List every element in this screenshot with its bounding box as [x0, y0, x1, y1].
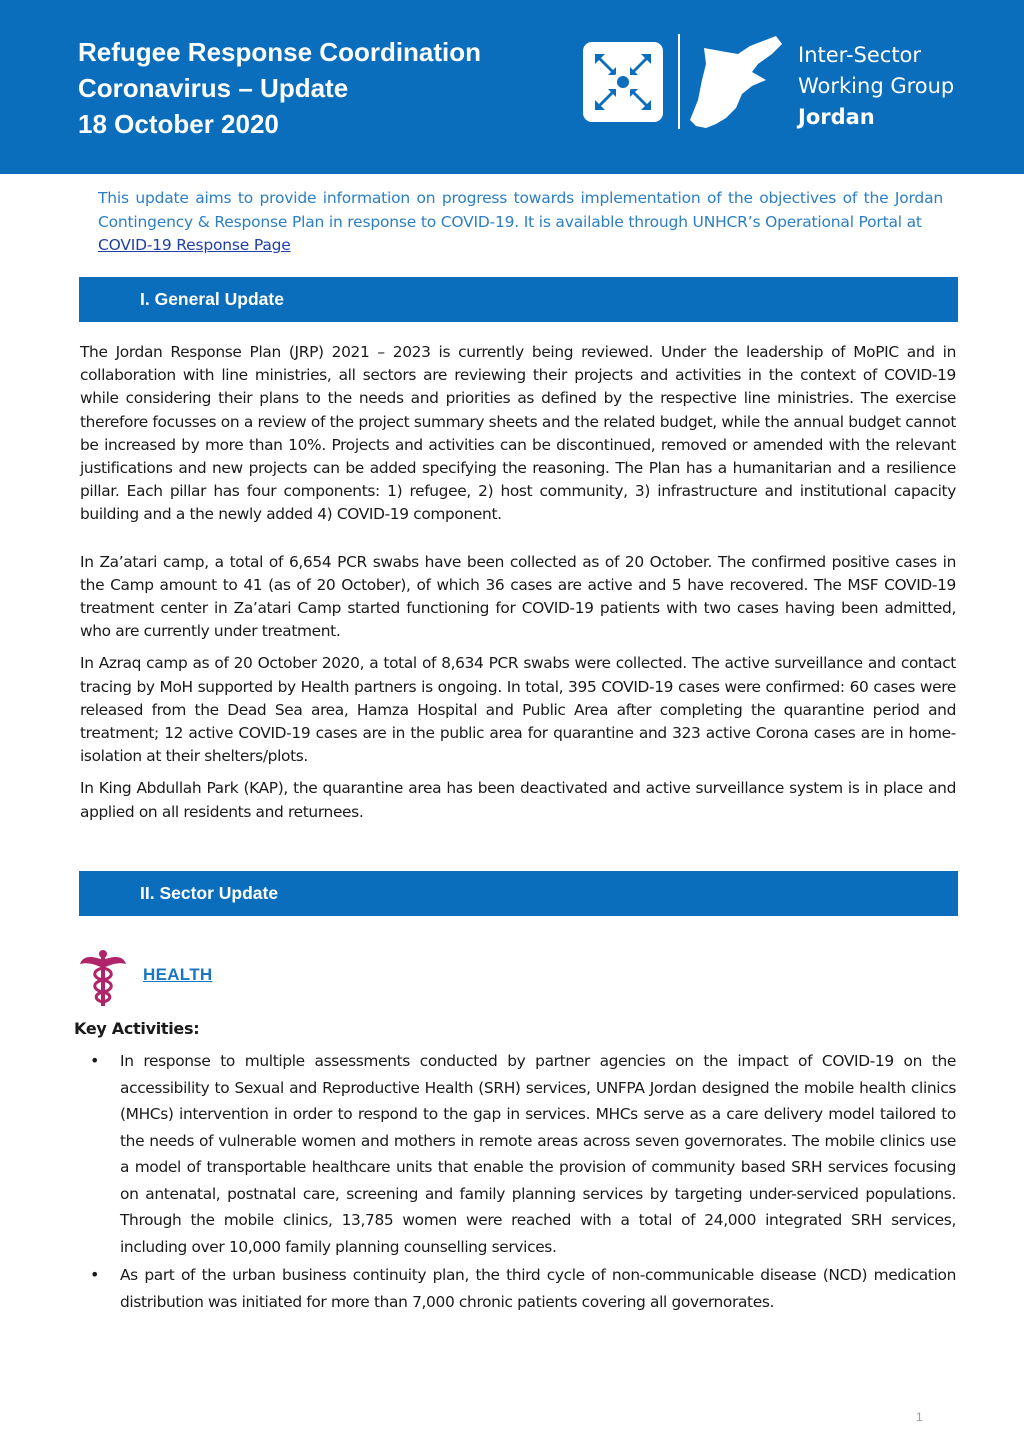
paragraph-jrp: The Jordan Response Plan (JRP) 2021 – 2023 is currently being reviewed. Under the leadership of MoPIC and in collaboration with line ministries, all sectors are reviewing their projects and activities in the context of COVID-19 while considering their plans to the needs and priorities as defined by the respective line ministries. The exercise therefore focusses on a review of the project summary sheets and the related budget, while the annual budget cannot be increased by more than 10%. Projects and activities can be discontinued, removed or amended with the relevant justifications and new projects can be added specifying the reasoning. The Plan has a humanitarian and a resilience pillar. Each pillar has four components: 1) refugee, 2) host community, 3) infrastructure and institutional capacity building and a the newly added 4) COVID-19 component. [80, 343, 956, 524]
general-update-body [80, 341, 956, 833]
org-line-1: Inter-Sector [798, 43, 922, 67]
caduceus-icon [78, 950, 128, 1008]
document-title [78, 34, 481, 142]
arrows-converge-icon [583, 42, 663, 122]
covid-response-page-link[interactable]: COVID-19 Response Page [98, 236, 291, 254]
paragraph-kap: In King Abdullah Park (KAP), the quarantine area has been deactivated and active surveillance system is in place and applied on all residents and returnees. [80, 779, 956, 821]
header-banner [0, 0, 1024, 174]
title-line-2: Coronavirus – Update [78, 73, 349, 103]
page-number: 1 [916, 1410, 923, 1424]
health-link[interactable]: HEALTH [143, 965, 213, 984]
paragraph-azraq: In Azraq camp as of 20 October 2020, a total of 8,634 PCR swabs were collected. The active surveillance and contact tracing by MoH supported by Health partners is ongoing. In total, 395 COVID-19 cases were confirmed: 60 cases were released from the Dead Sea area, Hamza Hospital and Public Area after completing the quarantine period and treatment; 12 active COVID-19 cases are in the public area for quarantine and 323 active Corona cases are in home-isolation at their shelters/plots. [80, 654, 956, 766]
title-line-3: 18 October 2020 [78, 109, 279, 139]
list-item: • In response to multiple assessments conducted by partner agencies on the impact of COVID-19 on the accessibility to Sexual and Reproductive Health (SRH) services, UNFPA Jordan designed the mobile health clinics (MHCs) intervention in order to respond to the gap in services. MHCs serve as a care delivery model tailored to the needs of vulnerable women and mothers in remote areas across seven governorates. The mobile clinics use a model of transportable healthcare units that enable the provision of community based SRH services focusing on antenatal, postnatal care, screening and family planning services by targeting under-serviced populations. Through the mobile clinics, 13,785 women were reached with a total of 24,000 integrated SRH services, including over 10,000 family planning counselling services. [120, 1048, 956, 1260]
logo-divider [678, 34, 680, 129]
jordan-map-icon [686, 34, 786, 130]
intro-text: This update aims to provide information on progress towards implementation of the objectives of the Jordan Contingency & Response Plan in response to COVID-19. It is available through UNHCR’s Operational Portal at [98, 189, 943, 231]
health-heading [78, 950, 378, 1008]
org-line-2: Working Group [798, 74, 955, 98]
organization-name [798, 40, 954, 133]
key-activities-list [120, 1048, 956, 1317]
section-header-general: I. General Update [79, 277, 958, 322]
list-item: • As part of the urban business continuity plan, the third cycle of non-communicable disease (NCD) medication distribution was initiated for more than 7,000 chronic patients covering all governorates. [120, 1262, 956, 1315]
intro-paragraph [98, 187, 943, 258]
org-line-3: Jordan [798, 105, 875, 129]
section-header-sector: II. Sector Update [79, 871, 958, 916]
key-activities-title: Key Activities: [74, 1019, 200, 1038]
paragraph-zaatari: In Za’atari camp, a total of 6,654 PCR swabs have been collected as of 20 October. The confirmed positive cases in the Camp amount to 41 (as of 20 October), of which 36 cases are active and 5 have recovered. The MSF COVID-19 treatment center in Za’atari Camp started functioning for COVID-19 patients with two cases having been admitted, who are currently under treatment. [80, 552, 956, 641]
title-line-1: Refugee Response Coordination [78, 37, 482, 67]
